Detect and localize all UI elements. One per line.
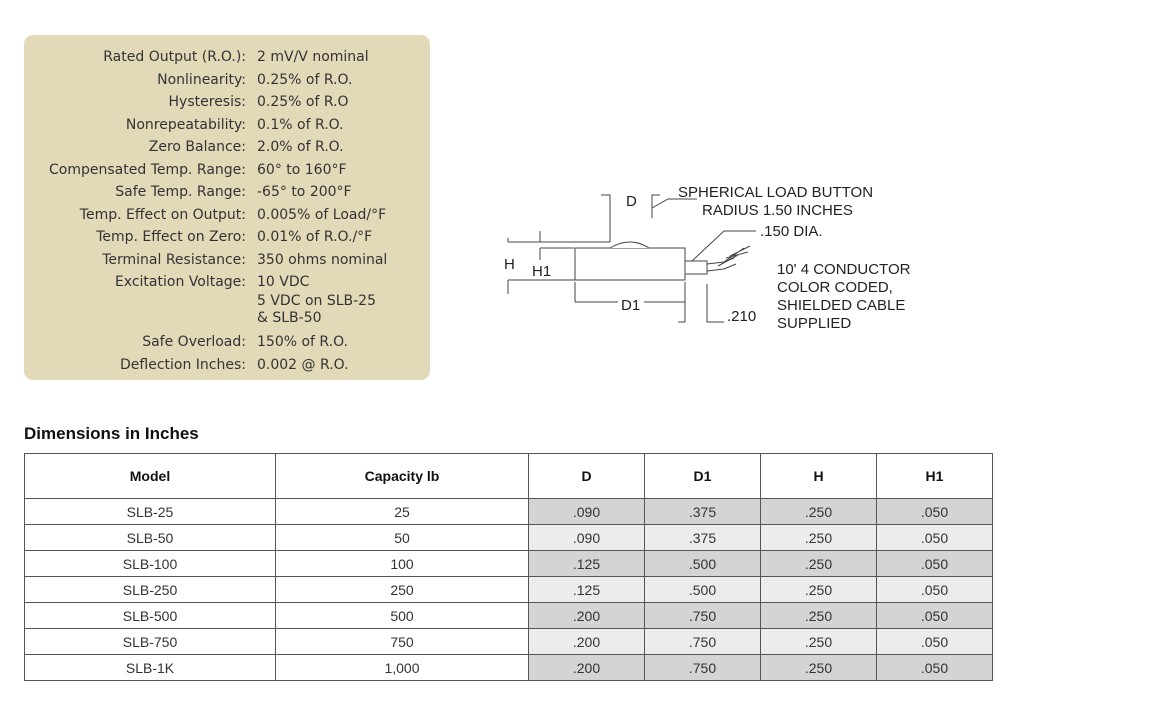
- button-note-line1: SPHERICAL LOAD BUTTON: [678, 184, 874, 201]
- spec-row: [24, 136, 387, 159]
- cell-capacity: 500: [276, 603, 529, 629]
- spec-label: Temp. Effect on Zero:: [96, 229, 246, 245]
- cell-d1: .500: [645, 577, 761, 603]
- spec-label: Nonlinearity:: [157, 71, 246, 88]
- spec-row: [24, 91, 387, 114]
- d1-left-line: [575, 282, 618, 302]
- spec-label: Zero Balance:: [148, 139, 246, 155]
- spec-label: Hysteresis:: [168, 94, 246, 110]
- spec-label: Safe Overload:: [142, 334, 246, 350]
- cell-d: .200: [529, 603, 645, 629]
- table-row: [25, 551, 993, 577]
- spec-row: [24, 327, 387, 354]
- load-button: [610, 242, 649, 248]
- diagram-label-h1: H1: [532, 263, 552, 280]
- spec-value-line: 0.25% of R.O: [257, 94, 349, 110]
- spec-value-line: 10 VDC: [257, 274, 310, 290]
- spec-value: [257, 136, 387, 159]
- spec-value-line: 0.01% of R.O./°F: [257, 229, 373, 245]
- header-capacity: Capacity lb: [276, 454, 529, 499]
- cell-model: SLB-500: [25, 603, 276, 629]
- table-row: [25, 577, 993, 603]
- cell-d: .125: [529, 551, 645, 577]
- spec-value-line: 2.0% of R.O.: [257, 139, 344, 155]
- spec-value-line: 150% of R.O.: [257, 334, 348, 350]
- cell-d1: .500: [645, 551, 761, 577]
- spec-label: Excitation Voltage:: [114, 274, 246, 290]
- cable-note-line1: 10' 4 CONDUCTOR: [777, 261, 911, 278]
- cell-model: SLB-25: [25, 499, 276, 525]
- spec-value: [257, 114, 387, 137]
- cell-capacity: 100: [276, 551, 529, 577]
- h1-marker: [540, 231, 574, 260]
- cable-note-line2: COLOR CODED,: [777, 279, 893, 296]
- diagram-label-h: H: [504, 256, 515, 273]
- cell-h1: .050: [877, 499, 993, 525]
- spec-value-line: & SLB-50: [257, 310, 322, 326]
- cell-h1: .050: [877, 577, 993, 603]
- table-row: [25, 603, 993, 629]
- table-row: [25, 525, 993, 551]
- cell-d1: .750: [645, 603, 761, 629]
- spec-label: Temp. Effect on Output:: [79, 206, 246, 223]
- cell-model: SLB-100: [25, 551, 276, 577]
- spec-value-line: 60° to 160°F: [257, 161, 347, 178]
- cell-h1: .050: [877, 655, 993, 681]
- header-model: Model: [25, 454, 276, 499]
- dia-leader: [692, 231, 756, 261]
- spec-row: [24, 114, 387, 137]
- spec-value-line: 0.1% of R.O.: [257, 116, 344, 133]
- spec-value: [257, 69, 387, 92]
- spec-value: [257, 354, 387, 377]
- header-h: H: [761, 454, 877, 499]
- spec-row: [24, 159, 387, 182]
- cell-h1: .050: [877, 603, 993, 629]
- dia-note: .150 DIA.: [760, 223, 823, 240]
- h-bottom-line: [508, 280, 575, 294]
- spec-value: [257, 249, 387, 272]
- spec-value: [257, 226, 387, 249]
- spec-value-line: 350 ohms nominal: [257, 251, 388, 268]
- cell-d1: .375: [645, 499, 761, 525]
- dim-210-line: [707, 284, 724, 322]
- spec-label: Nonrepeatability:: [125, 116, 246, 133]
- dimensions-title: Dimensions in Inches: [24, 424, 199, 443]
- spec-row: [24, 271, 387, 327]
- cell-d: .125: [529, 577, 645, 603]
- button-note-line2: RADIUS 1.50 INCHES: [702, 202, 853, 219]
- cell-d: .200: [529, 655, 645, 681]
- cell-h: .250: [761, 603, 877, 629]
- header-d: D: [529, 454, 645, 499]
- cell-h1: .050: [877, 551, 993, 577]
- spec-value: [257, 204, 387, 227]
- d1-right-line: [644, 282, 685, 322]
- specifications-panel: [24, 35, 430, 380]
- spec-value-line: 0.002 @ R.O.: [257, 356, 349, 373]
- cable-note-line4: SUPPLIED: [777, 315, 852, 332]
- cell-h1: .050: [877, 629, 993, 655]
- cell-model: SLB-250: [25, 577, 276, 603]
- diagram-label-d1: D1: [621, 297, 641, 314]
- cell-h1: .050: [877, 525, 993, 551]
- cell-d1: .375: [645, 525, 761, 551]
- diagram-svg: [498, 178, 938, 338]
- cell-capacity: 750: [276, 629, 529, 655]
- spec-row: [24, 354, 387, 377]
- cell-model: SLB-750: [25, 629, 276, 655]
- spec-row: [24, 249, 387, 272]
- spec-value-line: 0.005% of Load/°F: [257, 206, 387, 223]
- header-h1: H1: [877, 454, 993, 499]
- spec-row: [24, 69, 387, 92]
- spec-row: [24, 204, 387, 227]
- spec-row: [24, 226, 387, 249]
- table-row: [25, 629, 993, 655]
- cell-h: .250: [761, 499, 877, 525]
- spec-row: [24, 46, 387, 69]
- cable-stub: [685, 261, 707, 274]
- d-left-marker: [601, 195, 610, 242]
- specifications-table: [24, 46, 387, 376]
- cable-wires: [707, 246, 750, 271]
- diagram-label-d: D: [626, 193, 637, 210]
- cell-capacity: 1,000: [276, 655, 529, 681]
- load-cell-diagram: [498, 178, 938, 338]
- load-cell-body: [575, 248, 685, 280]
- spec-label: Safe Temp. Range:: [115, 184, 246, 200]
- cell-d: .090: [529, 525, 645, 551]
- cable-note-line3: SHIELDED CABLE: [777, 297, 906, 314]
- cell-h: .250: [761, 629, 877, 655]
- spec-value-line: -65° to 200°F: [257, 184, 352, 200]
- spec-value: [257, 271, 387, 327]
- cell-d1: .750: [645, 629, 761, 655]
- cell-d: .090: [529, 499, 645, 525]
- spec-value: [257, 159, 387, 182]
- cell-h: .250: [761, 551, 877, 577]
- diagram-label-210: .210: [727, 308, 757, 325]
- spec-value-line: 5 VDC on SLB-25: [257, 293, 376, 309]
- cell-capacity: 50: [276, 525, 529, 551]
- cell-d1: .750: [645, 655, 761, 681]
- spec-row: [24, 181, 387, 204]
- d-right-marker: [652, 195, 660, 218]
- spec-label: Compensated Temp. Range:: [49, 161, 246, 178]
- spec-value: [257, 46, 387, 69]
- dimensions-header-row: [25, 454, 993, 499]
- table-row: [25, 655, 993, 681]
- spec-value-line: 2 mV/V nominal: [257, 49, 369, 65]
- cell-h: .250: [761, 655, 877, 681]
- dimensions-table: [24, 453, 993, 681]
- cell-d: .200: [529, 629, 645, 655]
- spec-label: Rated Output (R.O.):: [103, 49, 246, 65]
- spec-value: [257, 181, 387, 204]
- cell-capacity: 25: [276, 499, 529, 525]
- spec-value: [257, 327, 387, 354]
- cell-h: .250: [761, 577, 877, 603]
- spec-label: Deflection Inches:: [120, 356, 246, 373]
- spec-value: [257, 91, 387, 114]
- cell-model: SLB-50: [25, 525, 276, 551]
- cell-h: .250: [761, 525, 877, 551]
- cell-capacity: 250: [276, 577, 529, 603]
- cell-model: SLB-1K: [25, 655, 276, 681]
- spec-label: Terminal Resistance:: [102, 251, 246, 268]
- header-d1: D1: [645, 454, 761, 499]
- spec-value-line: 0.25% of R.O.: [257, 71, 353, 88]
- table-row: [25, 499, 993, 525]
- h-top-line: [508, 238, 610, 242]
